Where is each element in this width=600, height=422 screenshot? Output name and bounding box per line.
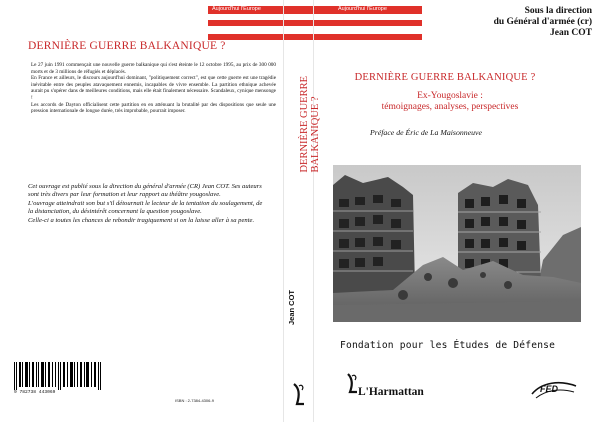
back-title: DERNIÈRE GUERRE BALKANIQUE ? xyxy=(28,40,226,52)
back-collection-label: Aujourd'hui l'Europe xyxy=(212,6,261,12)
back-red-bar-2 xyxy=(208,20,283,26)
front-preface: Préface de Éric de La Maisonneuve xyxy=(370,128,482,137)
spine-title-line-2: BALKANIQUE ? xyxy=(310,96,321,173)
cover-photo-ruined-buildings xyxy=(333,165,581,322)
spine-red-bar-2 xyxy=(284,20,313,26)
back-summary xyxy=(31,62,276,115)
publisher-name: L'Harmattan xyxy=(358,386,424,398)
spine-red-bar-1 xyxy=(284,6,313,14)
back-paragraph-1: Le 27 juin 1991 commençait une nouvelle guerre balkanique qui s'est éteinte le 12 octobre 1995, au prix de 300 000 morts et de 3 millions de réfugiés et déplacés. xyxy=(31,62,276,75)
front-red-bar-2 xyxy=(314,20,422,26)
barcode xyxy=(14,362,104,390)
front-collection-label: Aujourd'hui l'Europe xyxy=(338,6,387,12)
spine-right-edge xyxy=(313,0,314,422)
front-foundation: Fondation pour les Études de Défense xyxy=(340,340,556,351)
back-paragraph-3: Les accords de Dayton officialisent cette partition en en atténuant la brutalité par des dispositions que seule une pression internationale de longue durée, très improbable, pourrait imposer. xyxy=(31,101,276,115)
spine-title-line-1: DERNIÈRE GUERRE xyxy=(299,76,310,173)
back-pitch xyxy=(28,183,268,225)
editors-line-3: Jean COT xyxy=(550,28,592,38)
pitch-paragraph-2: L'ouvrage atteindrait son but s'il détournait le lecteur de la tentation du soulagement, de la distanciation, du désintérêt concernant la question yougoslave. xyxy=(28,199,263,216)
front-red-bar-3 xyxy=(314,34,422,40)
editors-line-1: Sous la direction xyxy=(524,6,592,16)
front-editors xyxy=(442,6,592,39)
barcode-bars xyxy=(14,362,101,390)
ruins-illustration xyxy=(333,165,581,322)
spine-red-bar-3 xyxy=(284,34,313,40)
back-paragraph-2: En France et ailleurs, le discours aujourd'hui dominant, "politiquement correct", est que cette guerre est une tragédie inévitable entre des peuples atavaquement ennemis, incapables de vivre ensemble. La partition ethnique achevée aurait pu s'opérer dans de meilleures conditions, mais elle était finalement nécessaire. Scandaleux, cynique mensonge ! xyxy=(31,75,276,101)
pitch-paragraph-3: Celle-ci a toutes les chances de rebondir tragiquement si on la laisse aller à sa pente. xyxy=(28,216,255,224)
subtitle-line-2: témoignages, analyses, perspectives xyxy=(381,101,519,112)
spine-harmattan-logo-icon xyxy=(290,382,308,408)
editors-line-2: du Général d'armée (cr) xyxy=(493,17,592,27)
front-title: DERNIÈRE GUERRE BALKANIQUE ? xyxy=(354,72,536,83)
front-subtitle xyxy=(350,91,550,112)
pitch-paragraph-1: Cet ouvrage est publié sous la direction du général d'armée (CR) Jean COT. Ses auteurs sont très divers par leur formation et leur rapport au théâtre yougoslave. xyxy=(28,183,262,199)
spine-left-edge xyxy=(283,0,284,422)
isbn: ISBN : 2-7384-4306-9 xyxy=(175,398,214,403)
spine-author: Jean COT xyxy=(287,290,296,326)
subtitle-line-1: Ex-Yougoslavie : xyxy=(417,91,483,101)
fed-logo-text: FED xyxy=(540,384,558,394)
barcode-number: 9 782738 443069 xyxy=(14,390,56,395)
spine-title xyxy=(299,76,321,173)
